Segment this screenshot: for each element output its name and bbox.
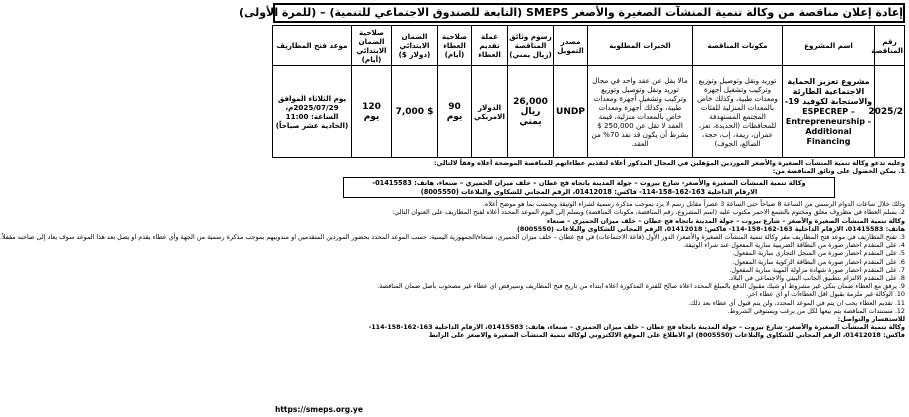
header-opening: موعد فتح المظاريف [273, 26, 352, 66]
table-row [273, 66, 905, 158]
header-validity: صلاحية العطاء (أيام) [438, 26, 472, 66]
table-header-row [273, 26, 905, 66]
contact-line-1: وكالة تنمية المنشآت الصغيرة والأصغر- شارع بيروت – جولة المدينة باتجاه فج عطان – خلف ميزان الحميري – صنعاء، هاتف: 01415583، الارقام الداخلية 163-162-158-114- [368, 323, 905, 332]
cell-currency: الدولار الامريكي [472, 66, 508, 158]
address-line-1: وكالة تنمية المنشآت الصغيرة والأصغر- شارع بيروت – جولة المدينة باتجاه فج عطان – خلف ميزان الحميري – صنعاء، هاتف: 01415583- [372, 179, 806, 188]
clause-8: 8. على المتقدم الالتزام بتطبيق الجانب البيئي والاجتماعي في البلاد. [728, 274, 905, 283]
contact-heading: للاستفسار والتواصل: [837, 315, 905, 324]
header-fees: رسوم وثائق المناقصة (ريال يمني) [508, 26, 554, 66]
clause-9: 9. يرفق مع العطاء ضمان بنكي غير مشروط او شيك مقبول الدفع بالمبلغ المحدد اعلاه صالح للفترة المذكورة اعلاه ابتداء من تاريخ فتح المظاريف وسيرفض اي عطاء غير مصحوب بأصل ضمان المناقصة. [377, 282, 905, 291]
announcement-body [0, 159, 905, 340]
header-project: اسم المشروع [783, 26, 875, 66]
contact-line-2: فاكس: 01412018، الرقم المجاني للشكاوى والبلاغات (8005550) او الاطلاع على الموقع الالكتروني لوكالة تنمية المنشآت الصغيرة والاصغر على الرابط [428, 331, 905, 340]
address-box [343, 177, 835, 198]
clause-10: 10. الوكالة غير ملزمة بقبول اقل العطاءات او اي عطاء اخر. [746, 290, 905, 299]
cell-experience: مالا يقل عن عقد واحد في مجال توريد ونقل وتوصيل وتوزيع وتركيب وتشغيل أجهزة ومعدات طبية، وكذلك أجهزة ومعدات خاص بالمعدات منزلية، قيمة العقد لا تقل عن 250,000 $ بشرط أن يكون قد نفذ 70% من العقد. [588, 66, 693, 158]
cell-components: توريد ونقل وتوصيل وتوزيع وتركيب وتشغيل أجهزة ومعدات طبية، وكذلك خاص بالمعدات المنزلية للفئات المجتمع المستهدفة للمحافظات (الحديدة، تعز، عمران، ريمة، إب، حجة، الضالع، الجوف) [693, 66, 783, 158]
clause-1: 1. يمكن الحصول على وثائق المناقصة من: [772, 167, 905, 176]
website-link[interactable]: https://smeps.org.ye [275, 405, 363, 414]
header-funder: مصدر التمويل [554, 26, 588, 66]
clause-2-address: وكالة تنمية المنشآت الصغيرة والأصغر – شارع بيروت – جولة المدينة باتجاه فج عطان – خلف ميزان الحميري – صنعاء [546, 216, 905, 225]
header-components: مكونات المناقصة [693, 26, 783, 66]
clause-4: 4. على المتقدم احضار صورة من البطاقة الضريبية سارية المفعول عند شراء الوثيقة. [682, 241, 905, 250]
header-experience: الخبرات المطلوبة [588, 26, 693, 66]
cell-guarantee-validity: 120 يوم [352, 66, 392, 158]
clause-2: 2. يسلم العطاء في مظروف مغلق ومختوم بالشمع الاحمر مكتوب عليه (اسم المشروع، رقم المناقصة، مكونات المناقصة) ويسلم إلى اليوم الموعد المحدد أعلاه لفتح المظاريف على العنوان التالي: [392, 208, 905, 217]
tender-table [272, 25, 905, 158]
clause-3: 3. تفتح المظاريف في موعد فتح المظاريف مقر وكالة تنمية المنشآت الصغيرة والأصغر/ الدور الأول (قاعة الاجتماعات) في فج عطان – خلف ميزان الحميري، صنعاء/الجمهورية اليمنية، حسب الموعد المحدد بحضور الموردين المتقدمين او مندوبيهم بموجب مذكرة رسمية من الجهة وأي عطاء يقدم او يصل بعد هذا الموعد سوف يعاد إلى صاحبه مقفلاً. [0, 233, 905, 242]
header-tender-no: رقم المناقصة [875, 26, 905, 66]
intro-text: وعليه تدعو وكالة تنمية المنشآت الصغيرة والأصغر الموردين المؤهلين في المجال المذكور أعلاه لتقديم عطاءاتهم للمناقصة الموضحة أعلاه وفقاً لالتالي: [433, 159, 905, 167]
cell-guarantee: $ 7,000 [392, 66, 438, 158]
header-guarantee-validity: صلاحية الضمان الابتدائي (أيام) [352, 26, 392, 66]
clause-5: 5. على المتقدم احضار صورة من السجل التجاري سارية المفعول. [732, 249, 905, 258]
cell-fees: 26,000 ريال يمني [508, 66, 554, 158]
address-line-2: الارقام الداخلية 163-162-158-114- فاكس: 01412018، الرقم المجاني للشكاوى والبلاغات (8005550) [420, 187, 758, 196]
cell-opening: يوم الثلاثاء الموافق 2025/07/29م، الساعة: 11:00 (الحادية عشر صباحاً) [273, 66, 352, 158]
clause-12: 12. مستندات المناقصة يتم بيعها لكل من يرغب ويستوفي الشروط. [727, 306, 905, 315]
announcement-title: إعادة إعلان مناقصة من وكالة تنمية المنشآت الصغيرة والأصغر SMEPS (التابعة للصندوق الاجتماعي للتنمية) – (للمرة الأولى) [273, 3, 905, 23]
cell-project: مشروع تعزيز الحماية الاجتماعية الطارئة والاستجابة لكوفيد 19- ESPECREP – Entrepreneurship - Additional Financing [783, 66, 875, 158]
cell-funder: UNDP [554, 66, 588, 158]
header-currency: عملة تقديم العطاء [472, 26, 508, 66]
cell-tender-no: 2025/2 [875, 66, 905, 158]
clause-6: 6. على المتقدم احضار صورة من البطاقة الزكوية سارية المفعول. [732, 257, 905, 266]
header-guarantee: الضمان الابتدائي (دولار $) [392, 26, 438, 66]
clause-11: 11. تقديم العطاء يجب ان يتم في الموعد المحدد، ولن يتم قبول أي عطاء بعد ذلك. [688, 298, 905, 307]
clause-7: 7. على المتقدم احضار صورة شهادة مزاولة المهنة سارية المفعول. [729, 265, 905, 274]
clause-2-phone: هاتف: 01415583، الارقام الداخلية 163-162-158-114- فاكس: 01412018، الرقم المجاني للشكاوى والبلاغات (8005550) [516, 224, 905, 233]
clause-1-note: وذلك خلال ساعات الدوام الرسمي من الساعة 8 صباحاً حتى الساعة 3 عصراً مقابل رسم لا يرد بموجب مذكرة رسمية لشراء الوثيقة ويحسب بما هو موضح أعلاه. [482, 200, 905, 209]
cell-validity: 90 يوم [438, 66, 472, 158]
